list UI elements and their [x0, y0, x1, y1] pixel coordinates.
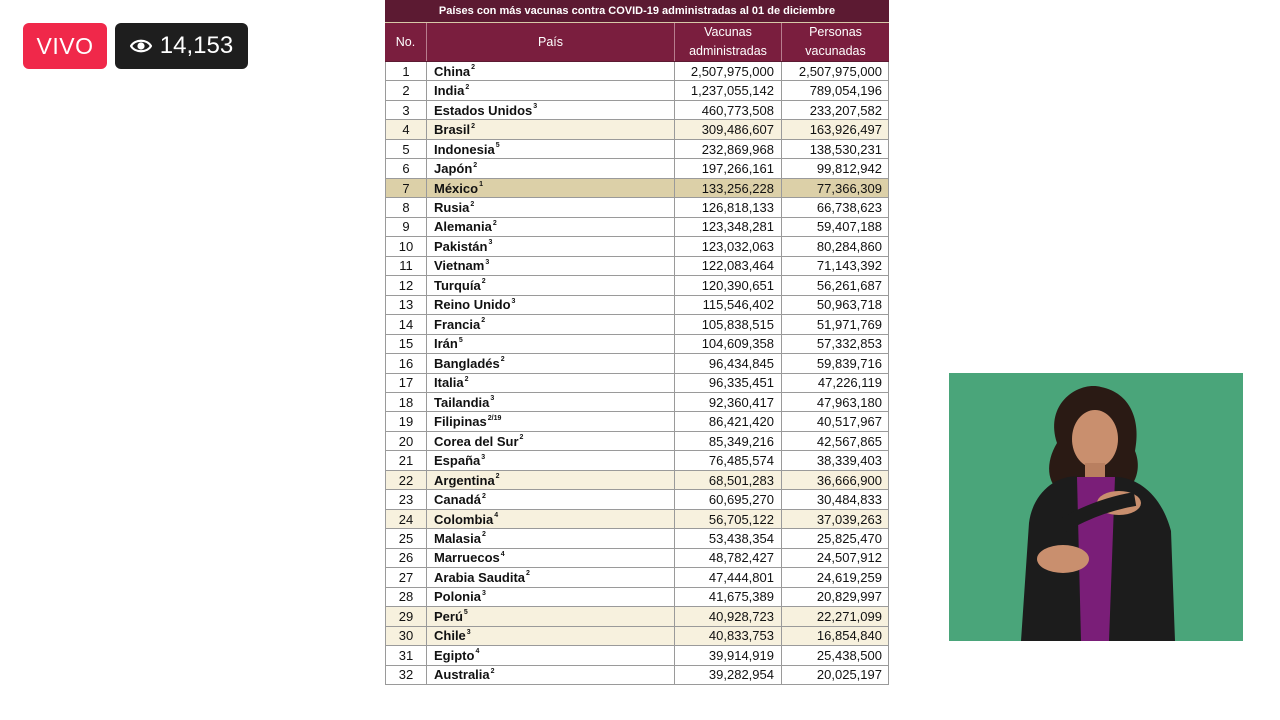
cell-vaccines-administered: 41,675,389: [675, 588, 782, 606]
cell-vaccines-administered: 40,833,753: [675, 627, 782, 645]
header-no: No.: [385, 23, 427, 61]
cell-country: Chile $^3$: [427, 627, 675, 645]
cell-country: China $^2$: [427, 62, 675, 80]
cell-vaccines-administered: 309,486,607: [675, 120, 782, 138]
cell-people-vaccinated: 77,366,309: [816, 180, 882, 196]
country-name: Indonesia: [434, 141, 495, 157]
cell-vaccines-administered: 105,838,515: [675, 315, 782, 333]
header-personas: [782, 23, 889, 61]
cell-people-vaccinated: 59,839,716: [816, 355, 882, 371]
country-name: Argentina: [434, 472, 495, 488]
cell-country: Bangladés $^2$: [427, 354, 675, 372]
country-name: Francia: [434, 316, 481, 332]
cell-people-vaccinated: 30,484,833: [816, 492, 882, 508]
table-row: [386, 237, 888, 256]
cell-people-vaccinated: 56,261,687: [816, 277, 882, 293]
table-row: [386, 296, 888, 315]
country-name: Vietnam: [434, 258, 485, 274]
country-name: Japón: [434, 161, 473, 177]
table-row: [386, 490, 888, 509]
cell-rank: 21: [386, 451, 427, 469]
cell-vaccines-administered: 76,485,574: [675, 451, 782, 469]
cell-rank: 18: [386, 393, 427, 411]
country-name: Chile: [434, 628, 466, 644]
table-row: [386, 393, 888, 412]
country-name: Corea del Sur: [434, 433, 519, 449]
cell-rank: 23: [386, 490, 427, 508]
eye-icon: [130, 38, 152, 54]
cell-country: Italia $^2$: [427, 374, 675, 392]
cell-vaccines-administered: 126,818,133: [675, 198, 782, 216]
cell-people-vaccinated: 40,517,967: [816, 414, 882, 430]
cell-people-vaccinated: 36,666,900: [816, 472, 882, 488]
table-body: [385, 62, 889, 685]
table-header: [385, 23, 889, 62]
country-name: Reino Unido: [434, 297, 511, 313]
cell-vaccines-administered: 96,434,845: [675, 354, 782, 372]
table-row: [386, 159, 888, 178]
cell-people-vaccinated: 24,619,259: [816, 569, 882, 585]
table-row: [386, 607, 888, 626]
cell-rank: 9: [386, 218, 427, 236]
cell-vaccines-administered: 60,695,270: [675, 490, 782, 508]
table-row: [386, 646, 888, 665]
viewer-count: 14,153: [159, 32, 234, 59]
viewer-count-badge: [115, 23, 248, 69]
cell-country: Francia $^2$: [427, 315, 675, 333]
cell-people-vaccinated: 37,039,263: [816, 511, 882, 527]
cell-vaccines-administered: 197,266,161: [675, 159, 782, 177]
cell-rank: 19: [386, 412, 427, 430]
table-row: [386, 549, 888, 568]
table-row: [386, 510, 888, 529]
cell-country: Filipinas $^{2/19}$: [427, 412, 675, 430]
cell-vaccines-administered: 1,237,055,142: [675, 81, 782, 99]
cell-rank: 15: [386, 335, 427, 353]
cell-country: Corea del Sur $^2$: [427, 432, 675, 450]
country-name: Filipinas: [434, 414, 487, 430]
country-name: Alemania: [434, 219, 492, 235]
header-personas-line2: vacunadas: [805, 44, 866, 58]
table-row: [386, 257, 888, 276]
cell-people-vaccinated: 59,407,188: [816, 219, 882, 235]
cell-rank: 31: [386, 646, 427, 664]
cell-people-vaccinated: 50,963,718: [816, 297, 882, 313]
table-row: [386, 354, 888, 373]
cell-rank: 14: [386, 315, 427, 333]
cell-people-vaccinated: 2,507,975,000: [798, 63, 882, 79]
cell-rank: 28: [386, 588, 427, 606]
cell-vaccines-administered: 53,438,354: [675, 529, 782, 547]
cell-people-vaccinated: 25,438,500: [816, 647, 882, 663]
cell-people-vaccinated: 233,207,582: [809, 102, 882, 118]
cell-rank: 29: [386, 607, 427, 625]
cell-country: Canadá $^2$: [427, 490, 675, 508]
table-row: [386, 666, 888, 685]
cell-country: España $^3$: [427, 451, 675, 469]
cell-vaccines-administered: 115,546,402: [675, 296, 782, 314]
cell-country: Tailandia $^3$: [427, 393, 675, 411]
cell-country: Vietnam $^3$: [427, 257, 675, 275]
country-name: Polonia: [434, 589, 481, 605]
cell-rank: 8: [386, 198, 427, 216]
cell-people-vaccinated: 80,284,860: [816, 238, 882, 254]
cell-people-vaccinated: 20,025,197: [816, 667, 882, 683]
cell-rank: 17: [386, 374, 427, 392]
cell-rank: 1: [386, 62, 427, 80]
cell-country: Rusia $^2$: [427, 198, 675, 216]
cell-people-vaccinated: 47,963,180: [816, 394, 882, 410]
cell-country: México $^1$: [427, 179, 675, 197]
cell-rank: 16: [386, 354, 427, 372]
cell-rank: 32: [386, 666, 427, 684]
header-vacunas-line2: administradas: [689, 44, 767, 58]
country-name: Turquía: [434, 277, 481, 293]
table-row: [386, 218, 888, 237]
cell-rank: 27: [386, 568, 427, 586]
cell-country: Alemania $^2$: [427, 218, 675, 236]
cell-rank: 10: [386, 237, 427, 255]
country-name: Italia: [434, 375, 464, 391]
country-name: México: [434, 180, 479, 196]
cell-people-vaccinated: 22,271,099: [816, 608, 882, 624]
header-pais: País: [427, 23, 675, 61]
cell-people-vaccinated: 16,854,840: [816, 628, 882, 644]
cell-country: Colombia $^4$: [427, 510, 675, 528]
cell-vaccines-administered: 133,256,228: [675, 179, 782, 197]
cell-vaccines-administered: 48,782,427: [675, 549, 782, 567]
cell-people-vaccinated: 47,226,119: [817, 375, 882, 391]
cell-country: Reino Unido $^3$: [427, 296, 675, 314]
table-row: [386, 471, 888, 490]
cell-people-vaccinated: 57,332,853: [816, 336, 882, 352]
cell-people-vaccinated: 51,971,769: [816, 316, 882, 332]
cell-rank: 13: [386, 296, 427, 314]
country-name: Bangladés: [434, 355, 500, 371]
cell-people-vaccinated: 42,567,865: [816, 433, 882, 449]
cell-country: Pakistán $^3$: [427, 237, 675, 255]
cell-vaccines-administered: 86,421,420: [675, 412, 782, 430]
cell-people-vaccinated: 66,738,623: [816, 200, 882, 216]
header-vacunas-line1: Vacunas: [704, 25, 752, 39]
cell-country: Argentina $^2$: [427, 471, 675, 489]
country-name: India: [434, 83, 465, 99]
cell-rank: 4: [386, 120, 427, 138]
table-row: [386, 140, 888, 159]
country-name: Colombia: [434, 511, 494, 527]
table-row: [386, 120, 888, 139]
interpreter-figure: [949, 373, 1243, 641]
country-name: Perú: [434, 608, 463, 624]
header-personas-line1: Personas: [809, 25, 862, 39]
country-name: Arabia Saudita: [434, 569, 526, 585]
live-label: VIVO: [36, 33, 94, 59]
cell-vaccines-administered: 85,349,216: [675, 432, 782, 450]
country-name: Canadá: [434, 492, 481, 508]
cell-vaccines-administered: 39,914,919: [675, 646, 782, 664]
cell-country: Indonesia $^5$: [427, 140, 675, 158]
vaccination-table: [385, 0, 889, 716]
live-badge: [23, 23, 107, 69]
cell-vaccines-administered: 92,360,417: [675, 393, 782, 411]
cell-people-vaccinated: 20,829,997: [816, 589, 882, 605]
cell-vaccines-administered: 47,444,801: [675, 568, 782, 586]
cell-vaccines-administered: 232,869,968: [675, 140, 782, 158]
country-name: Egipto: [434, 647, 475, 663]
table-row: [386, 588, 888, 607]
sign-language-interpreter-video: [949, 373, 1243, 641]
cell-rank: 25: [386, 529, 427, 547]
table-row: [386, 432, 888, 451]
table-row: [386, 374, 888, 393]
table-row: [386, 276, 888, 295]
cell-rank: 7: [386, 179, 427, 197]
cell-country: Egipto $^4$: [427, 646, 675, 664]
cell-vaccines-administered: 96,335,451: [675, 374, 782, 392]
cell-country: India $^2$: [427, 81, 675, 99]
cell-people-vaccinated: 71,143,392: [816, 258, 882, 274]
cell-rank: 2: [386, 81, 427, 99]
table-row: [386, 627, 888, 646]
country-name: Pakistán: [434, 238, 488, 254]
cell-vaccines-administered: 123,348,281: [675, 218, 782, 236]
country-name: Irán: [434, 336, 458, 352]
cell-vaccines-administered: 104,609,358: [675, 335, 782, 353]
table-row: [386, 412, 888, 431]
table-row: [386, 198, 888, 217]
cell-vaccines-administered: 123,032,063: [675, 237, 782, 255]
cell-country: Australia $^2$: [427, 666, 675, 684]
table-row: [386, 529, 888, 548]
table-row: [386, 101, 888, 120]
table-row: [386, 568, 888, 587]
table-title: Países con más vacunas contra COVID-19 administradas al 01 de diciembre: [385, 0, 889, 23]
country-name: España: [434, 453, 481, 469]
cell-vaccines-administered: 56,705,122: [675, 510, 782, 528]
country-name: Rusia: [434, 200, 470, 216]
cell-rank: 26: [386, 549, 427, 567]
cell-country: Perú $^5$: [427, 607, 675, 625]
cell-vaccines-administered: 68,501,283: [675, 471, 782, 489]
cell-rank: 24: [386, 510, 427, 528]
country-name: Malasia: [434, 530, 481, 546]
cell-people-vaccinated: 138,530,231: [809, 141, 882, 157]
header-vacunas: [675, 23, 782, 61]
cell-country: Japón $^2$: [427, 159, 675, 177]
country-name: China: [434, 63, 471, 79]
cell-country: Polonia $^3$: [427, 588, 675, 606]
cell-country: Marruecos $^4$: [427, 549, 675, 567]
table-row: [386, 81, 888, 100]
cell-vaccines-administered: 120,390,651: [675, 276, 782, 294]
cell-rank: 11: [386, 257, 427, 275]
country-name: Marruecos: [434, 550, 500, 566]
cell-rank: 6: [386, 159, 427, 177]
cell-people-vaccinated: 25,825,470: [816, 530, 882, 546]
country-name: Brasil: [434, 122, 471, 138]
cell-country: Irán $^5$: [427, 335, 675, 353]
cell-rank: 5: [386, 140, 427, 158]
cell-country: Brasil $^2$: [427, 120, 675, 138]
cell-people-vaccinated: 24,507,912: [816, 550, 882, 566]
cell-vaccines-administered: 40,928,723: [675, 607, 782, 625]
cell-rank: 22: [386, 471, 427, 489]
country-name: Tailandia: [434, 394, 490, 410]
country-name: Australia: [434, 667, 490, 683]
table-row: [386, 62, 888, 81]
cell-rank: 3: [386, 101, 427, 119]
cell-country: Arabia Saudita $^2$: [427, 568, 675, 586]
table-row: [386, 179, 888, 198]
cell-vaccines-administered: 2,507,975,000: [675, 62, 782, 80]
cell-people-vaccinated: 99,812,942: [816, 161, 882, 177]
cell-country: Turquía $^2$: [427, 276, 675, 294]
table-row: [386, 451, 888, 470]
country-name: Estados Unidos: [434, 102, 533, 118]
cell-vaccines-administered: 39,282,954: [675, 666, 782, 684]
table-row: [386, 335, 888, 354]
table-row: [386, 315, 888, 334]
cell-country: Malasia $^2$: [427, 529, 675, 547]
cell-rank: 20: [386, 432, 427, 450]
cell-vaccines-administered: 460,773,508: [675, 101, 782, 119]
cell-vaccines-administered: 122,083,464: [675, 257, 782, 275]
cell-people-vaccinated: 163,926,497: [809, 122, 882, 138]
cell-country: Estados Unidos $^3$: [427, 101, 675, 119]
cell-rank: 30: [386, 627, 427, 645]
cell-rank: 12: [386, 276, 427, 294]
cell-people-vaccinated: 38,339,403: [816, 453, 882, 469]
cell-people-vaccinated: 789,054,196: [809, 83, 882, 99]
